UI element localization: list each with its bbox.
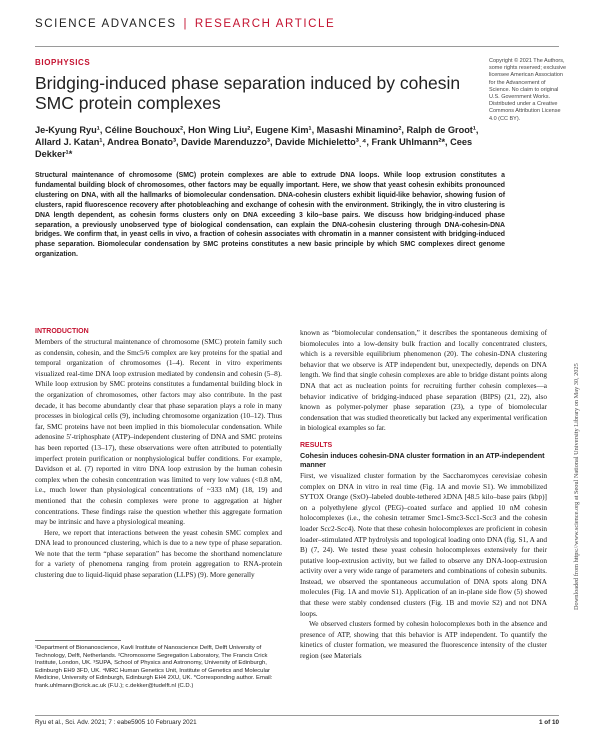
- abstract: Structural maintenance of chromosome (SMC) protein complexes are able to extrude DNA loops. While loop extrusion constitutes a fundamental building block of chromosomes, other factors may be equally important. Here, we show that yeast cohesin exhibits pronounced clustering on DNA, with all the hallmarks of biomolecular condensation. DNA-cohesin clusters exhibit liquid-like behavior, showing fusion of clusters, rapid fluorescence recovery after photobleaching and exchange of cohesin with the environment. Strikingly, the in vitro clustering is DNA length dependent, as cohesin forms clusters only on DNA exceeding 3 kilo–base pairs. We discuss how bridging-induced phase separation, a previously unobserved type of biological condensation, can explain the DNA-cohesin clustering through DNA-cohesin-DNA bridges. We confirm that, in yeast cells in vivo, a fraction of cohesin associates with chromatin in a manner consistent with bridging-induced phase separation. Biomolecular condensation by SMC proteins constitutes a new basic principle by which SMC complexes direct genome organization.: [35, 172, 505, 259]
- footer-citation: Ryu et al., Sci. Adv. 2021; 7 : eabe5905 10 February 2021: [35, 719, 197, 726]
- intro-paragraph-2: Here, we report that interactions between the yeast cohesin SMC complex and DNA lead to pronounced clustering, which is due to a new type of phase separation. We note that the term “phase separation” has become the shorthand nomenclature for a variety of phenomena ranging from protein aggregation to RNA-protein clustering due to liquid-liquid phase separation (LLPS) (9). More generally: [35, 527, 282, 580]
- results-paragraph-2: We observed clusters formed by cohesin holocomplexes both in the absence and presence of ATP, showing that this behavior is ATP independent. To quantify the kinetics of cluster formation, we measured the fluorescence intensity of the cluster region (see Materials: [300, 619, 547, 661]
- results-paragraph-1: First, we visualized cluster formation by the Saccharomyces cerevisiae cohesin complex on DNA in vitro in real time (Fig. 1A and movie S1). We immobilized SYTOX Orange (SxO)–labeled double-tethered λDNA [48.5 kilo–base pairs (kbp)] on a polyethylene glycol (PEG)–coated surface and applied 10 nM cohesin holocomplexes (i.e., the cohesin tetramer Smc1-Smc3-Scc1-Scc3 and the cohesin loader Scc2-Scc4). Note that these cohesin holocomplexes are proficient in cohesin loader–stimulated ATP hydrolysis and topological loading onto DNA (fig. S1, A and B) (7, 24). We tested these yeast cohesin holocomplexes extensively for their putative loop-extrusion activity, but we failed to observe any DNA-loop-extrusion activity over a very wide range of parameters and combinations of cohesin subunits. Instead, we observed the spontaneous accumulation of DNA spots along DNA molecules (Fig. 1A and movie S1). Application of an in-plane side flow (5) showed that these were stably condensed clusters (Fig. 1B and movie S2) and not DNA loops.: [300, 470, 547, 618]
- intro-paragraph-1: Members of the structural maintenance of chromosome (SMC) protein family such as condensin, cohesin, and the Smc5/6 complex are key proteins for the spatial and temporal organization of chromosomes (1–4). Recent in vitro experiments visualized real-time DNA loop extrusion mediated by condensin and cohesin (5–8). While loop extrusion by SMC proteins constitutes a fundamental building block in the organization of chromosomes, other factors may also contribute. In the past decade, it has become abundantly clear that phase separation plays a role in many processes in biological cells (9), including chromosome organization (10–12). Thus far, SMC proteins have not been implied in this biomolecular condensation. While adenosine 5′-triphosphate (ATP)–independent clustering of DNA and SMC proteins has been reported (13–17), these observations were often attributed to potentially imperfect protein purification or nonphysiological buffer conditions. For example, Davidson et al. (7) reported in vitro DNA loop extrusion by the human cohesin complex when the cohesin concentration was limited to very low values (<0.8 nM, i.e., much lower than physiological concentrations of ~333 nM) (18, 19) and mentioned that the cohesin complexes were prone to aggregation at higher concentrations. These findings raise the question whether this aggregate formation may be intrinsic and have a physiological meaning.: [35, 337, 282, 527]
- header-separator: |: [183, 18, 189, 30]
- footnote-rule: [35, 640, 121, 641]
- article-type: RESEARCH ARTICLE: [194, 18, 336, 30]
- article-category: BIOPHYSICS: [35, 58, 91, 67]
- author-list: Je-Kyung Ryu¹, Céline Bouchoux², Hon Wing Liu², Eugene Kim¹, Masashi Minamino², Ralph de Groot¹, Allard J. Katan¹, Andrea Bonato³, Davide Marenduzzo³, Davide Michieletto³ˎ⁴, Frank Uhlmann²*, Cees Dekker¹*: [35, 125, 479, 159]
- article-title: Bridging-induced phase separation induced by cohesin SMC protein complexes: [35, 73, 461, 113]
- section-gap: [300, 434, 547, 442]
- download-note: Downloaded from https://www.science.org at Seoul National University Library on May 30, 2025: [573, 363, 580, 610]
- download-watermark: [572, 190, 582, 610]
- footer-rule: [35, 715, 559, 716]
- left-column: [35, 328, 282, 581]
- right-column: [300, 328, 547, 662]
- header-rule: [35, 46, 559, 47]
- introduction-heading: INTRODUCTION: [35, 328, 89, 335]
- intro-continuation: known as “biomolecular condensation,” it describes the spontaneous demixing of biomolecules into a low-density bulk fraction and locally concentrated clusters, which is a reversible equilibrium phenomenon (20). The cohesin-DNA clustering behavior that we observe is ATP independent but, unexpectedly, depends on DNA length. We find that single cohesin complexes are able to bridge distant points along DNA that act as nucleation points for recruiting further cohesin complexes—a behavior indicative of bridging-induced phase separation (BIPS) (21, 22), also known as polymer-polymer phase separation (23), a type of biomolecular condensation that was studied theoretically but lacked any experimental verification in biological examples so far.: [300, 328, 547, 433]
- journal-header: [35, 18, 335, 30]
- copyright-notice: Copyright © 2021 The Authors, some rights reserved; exclusive licensee American Association for the Advancement of Science. No claim to original U.S. Government Works. Distributed under a Creative Commons Attribution License 4.0 (CC BY).: [489, 58, 567, 122]
- page-number: 1 of 10: [539, 719, 559, 726]
- affiliations-footnote: ¹Department of Bionanoscience, Kavli Institute of Nanoscience Delft, Delft University of Technology, Delft, Netherlands. ²Chromosome Segregation Laboratory, The Francis Crick Institute, London, UK. ³SUPA, School of Physics and Astronomy, University of Edinburgh, Edinburgh EH9 3FD, UK. ⁴MRC Human Genetics Unit, Institute of Genetics and Molecular Medicine, University of Edinburgh, Edinburgh EH4 2XU, UK. *Corresponding author. Email: frank.uhlmann@crick.ac.uk (F.U.); c.dekker@tudelft.nl (C.D.): [35, 645, 273, 689]
- journal-name: SCIENCE ADVANCES: [35, 18, 177, 30]
- results-subheading: Cohesin induces cohesin-DNA cluster formation in an ATP-independent manner: [300, 450, 545, 470]
- results-heading: RESULTS: [300, 441, 333, 449]
